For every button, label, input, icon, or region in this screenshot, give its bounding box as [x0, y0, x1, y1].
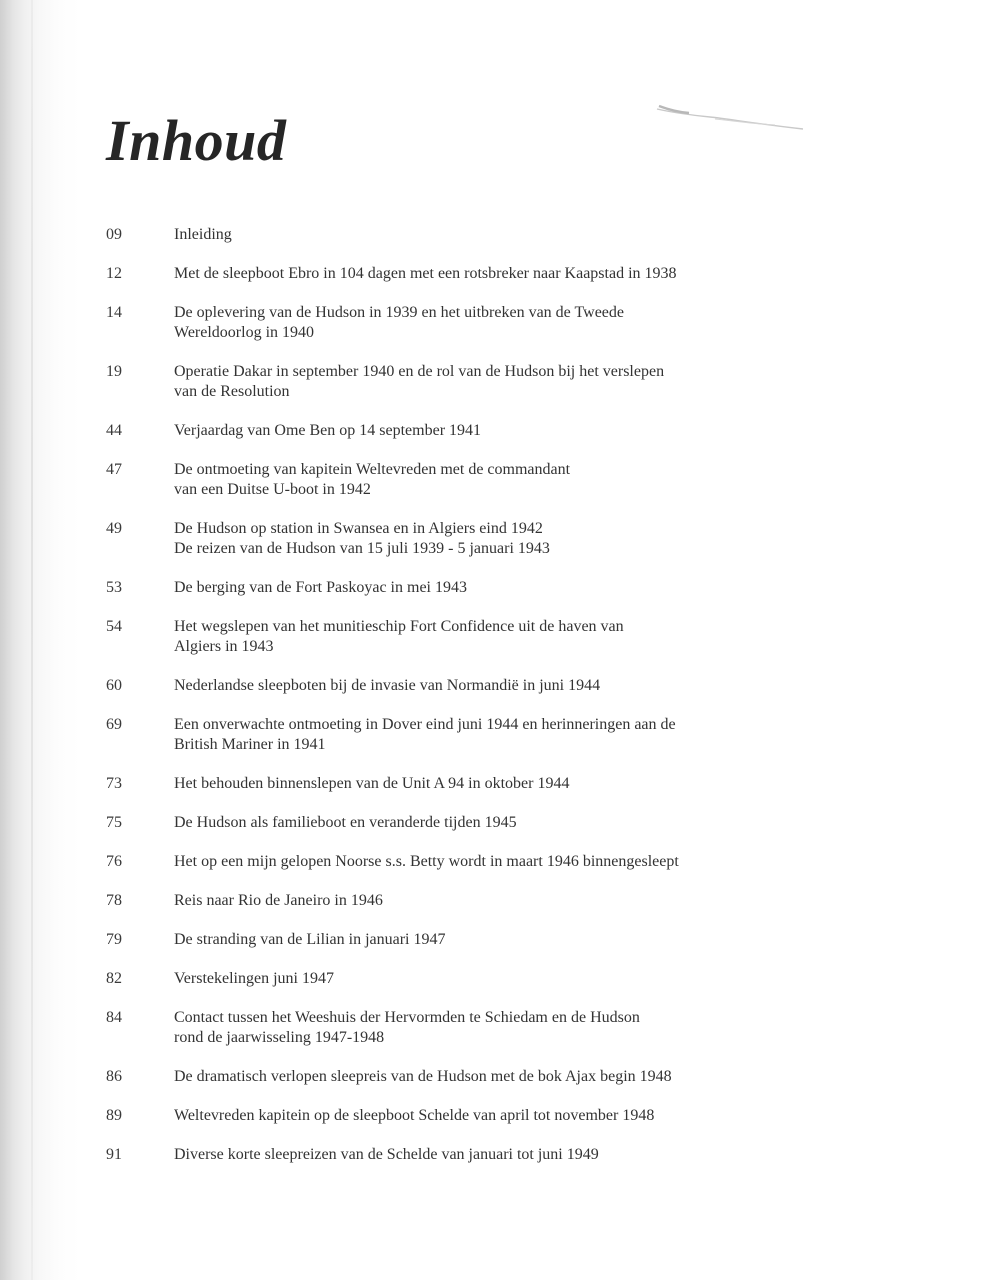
- toc-chapter-title: [174, 852, 754, 872]
- toc-title-line: Algiers in 1943: [174, 638, 274, 655]
- toc-page-number: 79: [106, 931, 122, 948]
- toc-title-line: Verjaardag van Ome Ben op 14 september 1941: [174, 422, 482, 439]
- toc-page-number: 69: [106, 716, 122, 733]
- toc-chapter-title: [174, 303, 754, 343]
- toc-chapter-title: [174, 676, 754, 696]
- toc-chapter-title: [174, 421, 754, 441]
- toc-page-number: 60: [106, 677, 122, 694]
- toc-title-line: Operatie Dakar in september 1940 en de rol van de Hudson bij het verslepen: [174, 363, 665, 380]
- toc-title-line: Het behouden binnenslepen van de Unit A 94 in oktober 1944: [174, 775, 570, 792]
- toc-page-number: 86: [106, 1068, 122, 1085]
- toc-title-line: Wereldoorlog in 1940: [174, 324, 315, 341]
- toc-title-line: Het wegslepen van het munitieschip Fort Confidence uit de haven van: [174, 618, 624, 635]
- toc-page-number: 47: [106, 461, 122, 478]
- toc-title-line: Weltevreden kapitein op de sleepboot Schelde van april tot november 1948: [174, 1107, 655, 1124]
- toc-title-line: De dramatisch verlopen sleepreis van de Hudson met de bok Ajax begin 1948: [174, 1068, 672, 1085]
- toc-page-number: 09: [106, 226, 122, 243]
- toc-title-line: De Hudson op station in Swansea en in Algiers eind 1942: [174, 520, 543, 537]
- toc-title-line: Inleiding: [174, 226, 232, 243]
- toc-chapter-title: [174, 1008, 754, 1048]
- toc-chapter-title: [174, 813, 754, 833]
- toc-chapter-title: [174, 1145, 754, 1165]
- toc-page-number: 76: [106, 853, 122, 870]
- toc-title-line: De berging van de Fort Paskoyac in mei 1943: [174, 579, 467, 596]
- toc-title-line: Contact tussen het Weeshuis der Hervormden te Schiedam en de Hudson: [174, 1009, 640, 1026]
- toc-page-number: 82: [106, 970, 122, 987]
- toc-page-number: 49: [106, 520, 122, 537]
- toc-title-line: De ontmoeting van kapitein Weltevreden met de commandant: [174, 461, 571, 478]
- toc-page-number: 75: [106, 814, 122, 831]
- toc-chapter-title: [174, 264, 754, 284]
- toc-page-number: 19: [106, 363, 122, 380]
- toc-title-line: De reizen van de Hudson van 15 juli 1939 - 5 januari 1943: [174, 540, 550, 557]
- toc-chapter-title: [174, 1067, 754, 1087]
- toc-title-line: Een onverwachte ontmoeting in Dover eind juni 1944 en herinneringen aan de: [174, 716, 676, 733]
- toc-page-number: 14: [106, 304, 122, 321]
- toc-chapter-title: [174, 715, 754, 755]
- toc-chapter-title: [174, 578, 754, 598]
- toc-title-line: Nederlandse sleepboten bij de invasie van Normandië in juni 1944: [174, 677, 601, 694]
- toc-title-line: Het op een mijn gelopen Noorse s.s. Betty wordt in maart 1946 binnengesleept: [174, 853, 679, 870]
- toc-chapter-title: [174, 891, 754, 911]
- toc-chapter-title: [174, 617, 754, 657]
- toc-page-number: 91: [106, 1146, 122, 1163]
- toc-title-line: rond de jaarwisseling 1947-1948: [174, 1029, 385, 1046]
- toc-page-number: 44: [106, 422, 122, 439]
- toc-title-line: Reis naar Rio de Janeiro in 1946: [174, 892, 383, 909]
- toc-page-number: 84: [106, 1009, 122, 1026]
- toc-chapter-title: [174, 460, 754, 500]
- toc-title-line: De Hudson als familieboot en veranderde tijden 1945: [174, 814, 517, 831]
- toc-page-number: 89: [106, 1107, 122, 1124]
- toc-page-number: 54: [106, 618, 122, 635]
- toc-title-line: Verstekelingen juni 1947: [174, 970, 334, 987]
- toc-page-number: 78: [106, 892, 122, 909]
- toc-chapter-title: [174, 969, 754, 989]
- toc-title-line: British Mariner in 1941: [174, 736, 326, 753]
- toc-chapter-title: [174, 519, 754, 559]
- toc-title-line: Diverse korte sleepreizen van de Schelde van januari tot juni 1949: [174, 1146, 599, 1163]
- toc-title-line: De oplevering van de Hudson in 1939 en het uitbreken van de Tweede: [174, 304, 625, 321]
- toc-chapter-title: [174, 774, 754, 794]
- toc-page-number: 12: [106, 265, 122, 282]
- toc-page-number: 53: [106, 579, 122, 596]
- toc-title-line: De stranding van de Lilian in januari 1947: [174, 931, 446, 948]
- toc-chapter-title: [174, 362, 754, 402]
- toc-title-line: van een Duitse U-boot in 1942: [174, 481, 371, 498]
- toc-chapter-title: [174, 930, 754, 950]
- toc-chapter-title: [174, 225, 754, 245]
- toc-chapter-title: [174, 1106, 754, 1126]
- toc-page-number: 73: [106, 775, 122, 792]
- page-title: Inhoud: [106, 108, 287, 173]
- toc-title-line: van de Resolution: [174, 383, 290, 400]
- toc-title-line: Met de sleepboot Ebro in 104 dagen met een rotsbreker naar Kaapstad in 1938: [174, 265, 677, 282]
